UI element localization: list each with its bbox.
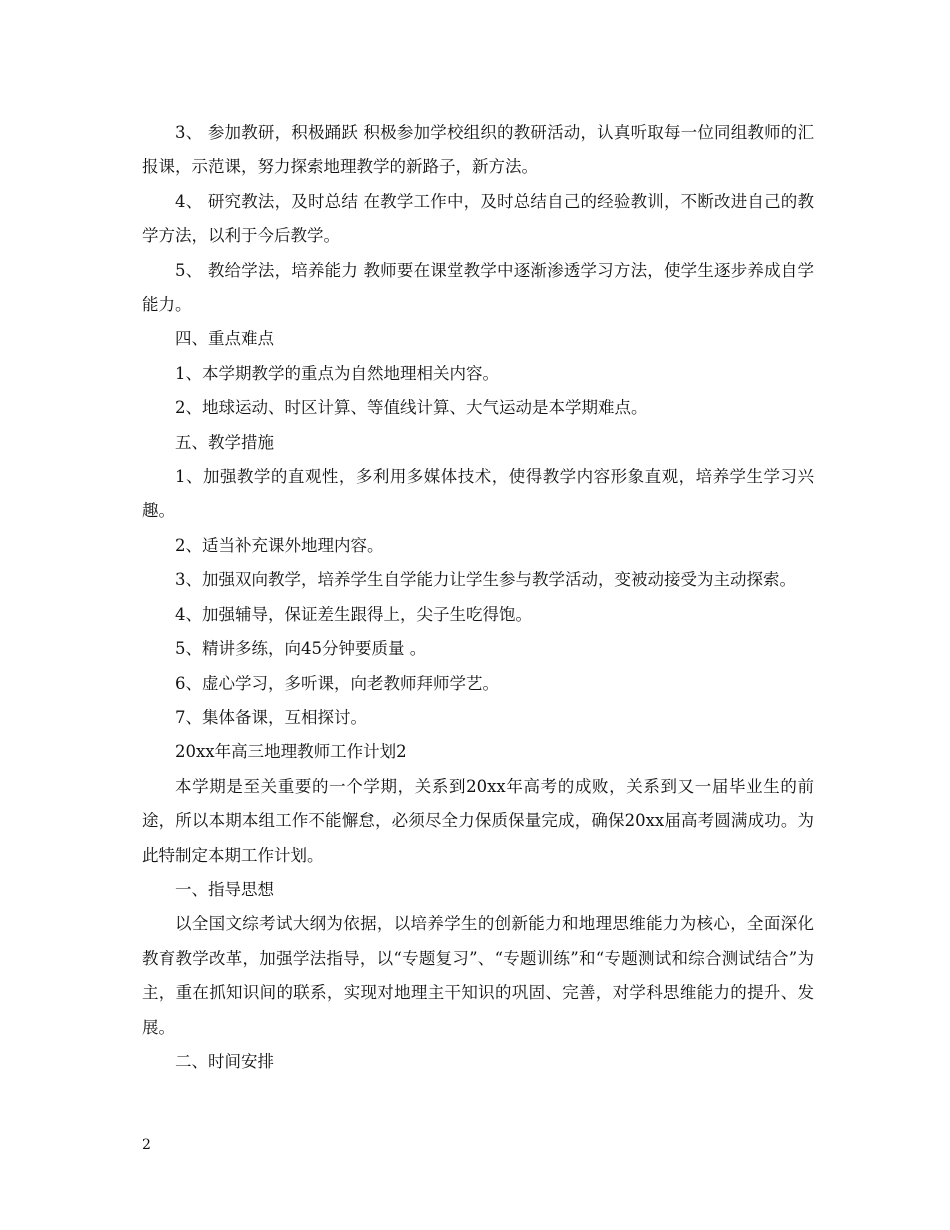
document-title: 20xx年高三地理教师工作计划2 [175,742,407,762]
paragraph: 3、加强双向教学，培养学生自学能力让学生参与教学活动，变被动接受为主动探索。 [175,570,796,590]
paragraph: 5、 教给学法，培养能力 教师要在课堂教学中逐渐渗透学习方法，使学生逐步养成自学能力。 [142,260,814,315]
paragraph: 5、精讲多练，向45分钟要质量 。 [175,639,427,659]
paragraph: 2、适当补充课外地理内容。 [175,535,384,555]
paragraph: 以全国文综考试大纲为依据，以培养学生的创新能力和地理思维能力为核心，全面深化教育教学改革，加强学法指导，以“专题复习”、“专题训练”和“专题测试和综合测试结合”为主，重在抓知识间的联系，实现对地理主干知识的巩固、完善，对学科思维能力的提升、发展。 [142,914,814,1037]
section-heading: 五、教学措施 [175,432,274,452]
paragraph: 4、加强辅导，保证差生跟得上，尖子生吃得饱。 [175,604,532,624]
paragraph: 3、 参加教研，积极踊跃 积极参加学校组织的教研活动，认真听取每一位同组教师的汇报课，示范课，努力探索地理教学的新路子，新方法。 [142,123,814,177]
paragraph: 6、虚心学习，多听课，向老教师拜师学艺。 [175,673,499,693]
document-body [142,116,814,1079]
paragraph: 2、地球运动、时区计算、等值线计算、大气运动是本学期难点。 [175,398,648,418]
paragraph: 1、本学期教学的重点为自然地理相关内容。 [175,363,499,383]
section-heading: 一、指导思想 [175,879,274,899]
paragraph: 7、集体备课，互相探讨。 [175,707,367,727]
section-heading: 二、时间安排 [175,1051,274,1071]
page-number: 2 [142,1137,151,1153]
paragraph: 本学期是至关重要的一个学期，关系到20xx年高考的成败，关系到又一届毕业生的前途，所以本期本组工作不能懈怠，必须尽全力保质保量完成，确保20xx届高考圆满成功。为此特制定本期工作计划。 [142,776,814,865]
section-heading: 四、重点难点 [175,329,274,349]
paragraph: 4、 研究教法，及时总结 在教学工作中，及时总结自己的经验教训，不断改进自己的教学方法，以利于今后教学。 [142,191,814,246]
paragraph: 1、加强教学的直观性，多利用多媒体技术，使得教学内容形象直观，培养学生学习兴趣。 [142,467,814,521]
